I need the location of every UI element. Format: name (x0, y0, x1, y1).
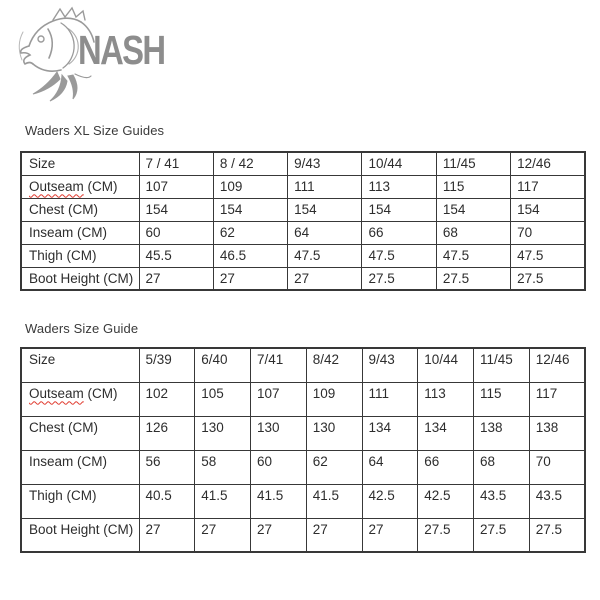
table-cell: 107 (251, 382, 307, 416)
row-label-cell: Thigh (CM) (21, 244, 139, 267)
table-cell: 107 (139, 175, 213, 198)
table-cell: 27 (251, 518, 307, 552)
row-label-cell: Boot Height (CM) (21, 267, 139, 290)
table-cell: 40.5 (139, 484, 195, 518)
table-cell: 6/40 (195, 348, 251, 382)
table-cell: 47.5 (511, 244, 585, 267)
table-cell: 27.5 (474, 518, 530, 552)
table-row (21, 484, 585, 518)
waders-size-table (20, 347, 586, 553)
table-cell: 27 (139, 518, 195, 552)
row-label-cell: Size (21, 348, 139, 382)
table-cell: 27 (362, 518, 418, 552)
table-cell: 64 (288, 221, 362, 244)
table-cell: 27 (306, 518, 362, 552)
table-cell: 11/45 (436, 152, 510, 175)
table-cell: 62 (213, 221, 287, 244)
table-cell: 109 (306, 382, 362, 416)
table-cell: 66 (418, 450, 474, 484)
table-cell: 134 (362, 416, 418, 450)
table-cell: 64 (362, 450, 418, 484)
table-cell: 66 (362, 221, 436, 244)
table-cell: 10/44 (418, 348, 474, 382)
table-cell: 126 (139, 416, 195, 450)
nash-logo (15, 4, 165, 106)
row-label-cell: Size (21, 152, 139, 175)
table-cell: 41.5 (195, 484, 251, 518)
table-cell: 56 (139, 450, 195, 484)
table-row (21, 198, 585, 221)
table-cell: 154 (213, 198, 287, 221)
table-cell: 27 (213, 267, 287, 290)
table-cell: 8/42 (306, 348, 362, 382)
table-row (21, 221, 585, 244)
table-cell: 41.5 (251, 484, 307, 518)
table-cell: 113 (362, 175, 436, 198)
row-label-cell: Boot Height (CM) (21, 518, 139, 552)
table-cell: 154 (362, 198, 436, 221)
table-cell: 117 (511, 175, 585, 198)
table-cell: 5/39 (139, 348, 195, 382)
table-cell: 109 (213, 175, 287, 198)
table-cell: 117 (529, 382, 585, 416)
table-cell: 43.5 (529, 484, 585, 518)
table-cell: 58 (195, 450, 251, 484)
table-row (21, 152, 585, 175)
table-cell: 62 (306, 450, 362, 484)
row-label-cell: Chest (CM) (21, 416, 139, 450)
row-label-cell: Inseam (CM) (21, 450, 139, 484)
row-label-cell: Outseam (CM) (21, 175, 139, 198)
table-cell: 47.5 (436, 244, 510, 267)
table-cell: 10/44 (362, 152, 436, 175)
misspelled-word: Outseam (29, 178, 84, 194)
row-label-cell: Chest (CM) (21, 198, 139, 221)
table-cell: 60 (139, 221, 213, 244)
row-label-cell: Inseam (CM) (21, 221, 139, 244)
table-row (21, 518, 585, 552)
table-row (21, 450, 585, 484)
table-cell: 27.5 (511, 267, 585, 290)
table-cell: 27.5 (436, 267, 510, 290)
table-cell: 154 (139, 198, 213, 221)
table-cell: 113 (418, 382, 474, 416)
table-cell: 68 (474, 450, 530, 484)
misspelled-word: Outseam (29, 385, 84, 401)
table-row (21, 244, 585, 267)
table-cell: 27.5 (418, 518, 474, 552)
table-row (21, 382, 585, 416)
table-cell: 68 (436, 221, 510, 244)
table-cell: 130 (251, 416, 307, 450)
table-cell: 46.5 (213, 244, 287, 267)
table-cell: 105 (195, 382, 251, 416)
table-cell: 12/46 (511, 152, 585, 175)
table-cell: 70 (511, 221, 585, 244)
table-cell: 45.5 (139, 244, 213, 267)
table-cell: 43.5 (474, 484, 530, 518)
table-row (21, 175, 585, 198)
table-cell: 7/41 (251, 348, 307, 382)
table-cell: 115 (436, 175, 510, 198)
table-cell: 130 (306, 416, 362, 450)
table-cell: 70 (529, 450, 585, 484)
table-row (21, 267, 585, 290)
waders-xl-size-table (20, 151, 586, 291)
table-cell: 154 (511, 198, 585, 221)
table-cell: 42.5 (362, 484, 418, 518)
table-cell: 111 (288, 175, 362, 198)
table-cell: 102 (139, 382, 195, 416)
waders-xl-size-guide-title: Waders XL Size Guides (25, 123, 165, 138)
waders-size-guide-title: Waders Size Guide (25, 321, 139, 336)
table-cell: 60 (251, 450, 307, 484)
table-cell: 41.5 (306, 484, 362, 518)
table-cell: 9/43 (362, 348, 418, 382)
table-cell: 134 (418, 416, 474, 450)
table-row (21, 348, 585, 382)
table-cell: 27 (288, 267, 362, 290)
row-label-cell: Thigh (CM) (21, 484, 139, 518)
table-cell: 27 (195, 518, 251, 552)
table-cell: 154 (288, 198, 362, 221)
table-row (21, 416, 585, 450)
table-cell: 154 (436, 198, 510, 221)
table-cell: 7 / 41 (139, 152, 213, 175)
table-cell: 8 / 42 (213, 152, 287, 175)
table-cell: 111 (362, 382, 418, 416)
brand-text: NASH (78, 26, 165, 73)
table-cell: 138 (529, 416, 585, 450)
table-cell: 47.5 (362, 244, 436, 267)
table-cell: 9/43 (288, 152, 362, 175)
table-cell: 42.5 (418, 484, 474, 518)
table-cell: 130 (195, 416, 251, 450)
table-cell: 27 (139, 267, 213, 290)
table-cell: 27.5 (529, 518, 585, 552)
table-cell: 27.5 (362, 267, 436, 290)
table-cell: 138 (474, 416, 530, 450)
row-label-cell: Outseam (CM) (21, 382, 139, 416)
table-cell: 115 (474, 382, 530, 416)
table-cell: 47.5 (288, 244, 362, 267)
table-cell: 12/46 (529, 348, 585, 382)
table-cell: 11/45 (474, 348, 530, 382)
